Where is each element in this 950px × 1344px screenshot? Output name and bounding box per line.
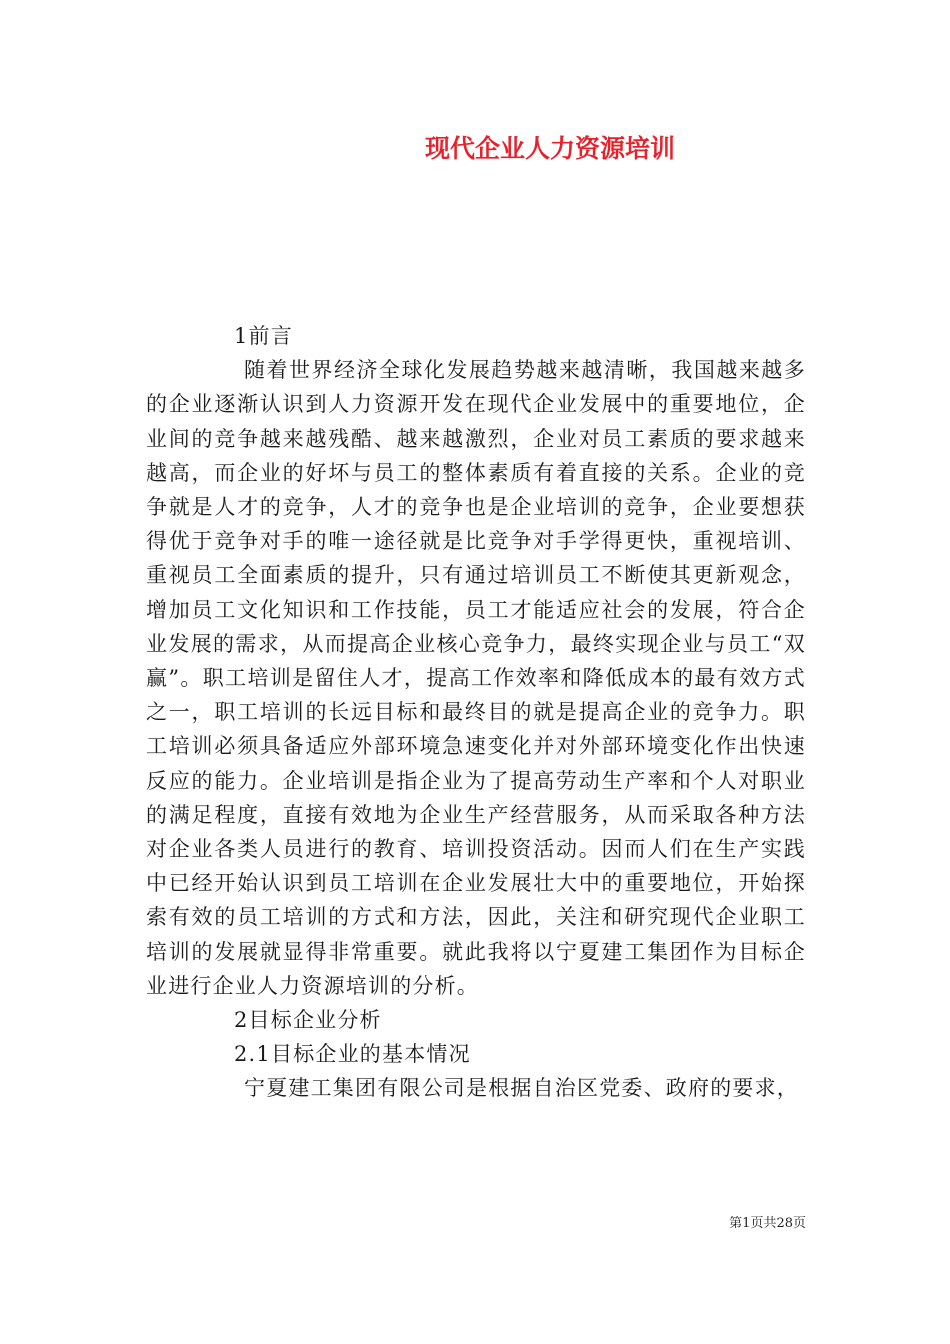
document-body: [146, 319, 806, 1106]
document-title: 现代企业人力资源培训: [424, 134, 675, 163]
preface-paragraph: 随着世界经济全球化发展趋势越来越清晰，我国越来越多的企业逐渐认识到人力资源开发在现代企业发展中的重要地位，企业间的竞争越来越残酷、越来越激烈，企业对员工素质的要求越来越高，而企业的好坏与员工的整体素质有着直接的关系。企业的竞争就是人才的竞争，人才的竞争也是企业培训的竞争，企业要想获得优于竞争对手的唯一途径就是比竞争对手学得更快，重视培训、重视员工全面素质的提升，只有通过培训员工不断使其更新观念，增加员工文化知识和工作技能，员工才能适应社会的发展，符合企业发展的需求，从而提高企业核心竞争力，最终实现企业与员工“双赢”。职工培训是留住人才，提高工作效率和降低成本的最有效方式之一，职工培训的长远目标和最终目的就是提高企业的竞争力。职工培训必须具备适应外部环境急速变化并对外部环境变化作出快速反应的能力。企业培训是指企业为了提高劳动生产率和个人对职业的满足程度，直接有效地为企业生产经营服务，从而采取各种方法对企业各类人员进行的教育、培训投资活动。因而人们在生产实践中已经开始认识到员工培训在企业发展壮大中的重要地位，开始探索有效的员工培训的方式和方法，因此，关注和研究现代企业职工培训的发展就显得非常重要。就此我将以宁夏建工集团作为目标企业进行企业人力资源培训的分析。: [146, 358, 806, 998]
basic-info-paragraph: 宁夏建工集团有限公司是根据自治区党委、政府的要求，: [244, 1076, 799, 1101]
section-heading-preface: 1前言: [234, 324, 293, 348]
section-heading-basic-info: 2.1目标企业的基本情况: [234, 1042, 471, 1067]
section-heading-target-analysis: 2目标企业分析: [234, 1008, 382, 1033]
page-number: 第1页共28页: [729, 1216, 806, 1231]
